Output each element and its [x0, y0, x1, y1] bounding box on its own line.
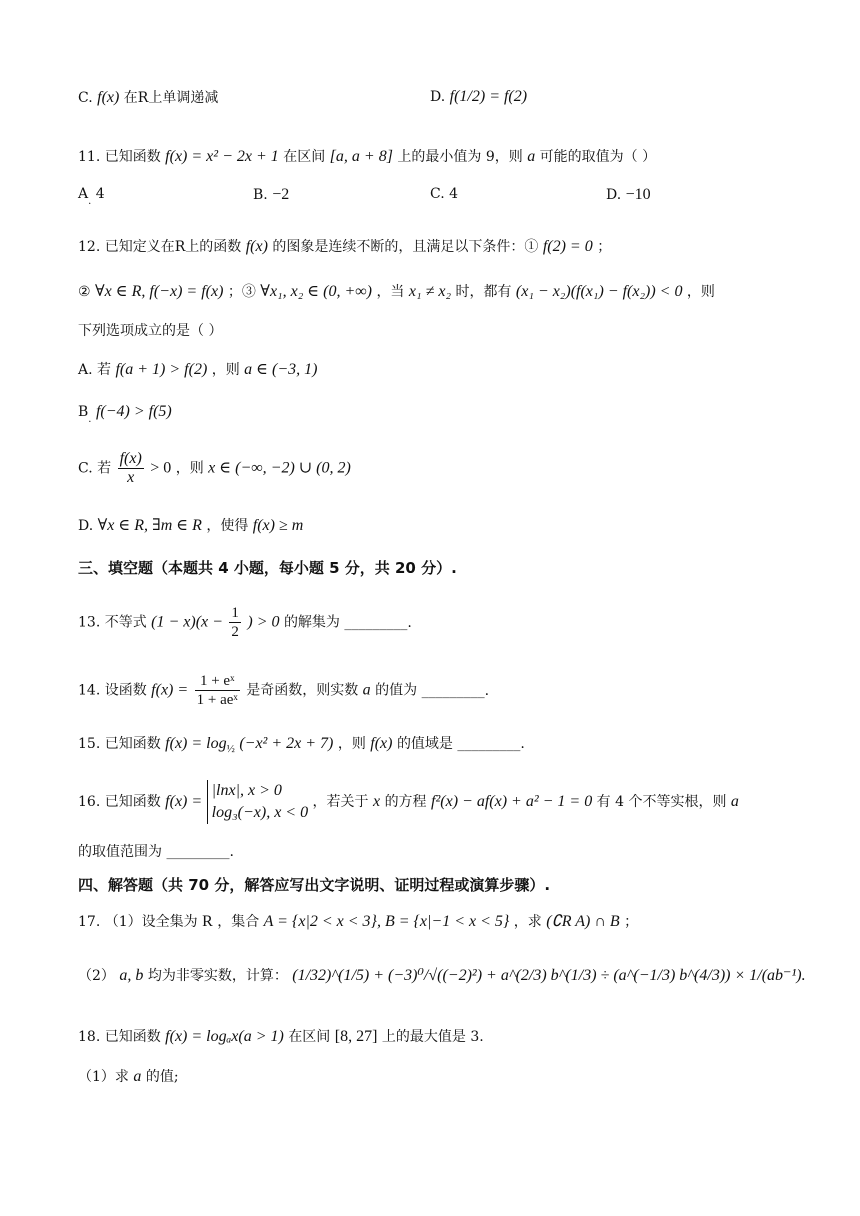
q18-part1: （1）求 a 的值; — [78, 1068, 179, 1085]
math-expression: a ∈ (−3, 1) — [244, 361, 318, 378]
q17-part1: 17. （1）设全集为 R ，集合 A = {x|2 < x < 3}, B = {x|−1 < x < 5} ，求 (∁R A) ∩ B ； — [78, 913, 639, 930]
q16-stem-line2: 的取值范围为 _________. — [78, 844, 234, 860]
math-expression: f(a + 1) > f(2) — [115, 361, 208, 378]
q12-stem-line3: 下列选项成立的是（ ） — [78, 323, 223, 339]
math-expression: f(2) = 0 — [542, 238, 593, 255]
math-variable: a, b — [119, 967, 144, 984]
answer-blank: _________. — [421, 682, 490, 699]
math-expression: (1 − x)(x − — [151, 613, 223, 631]
math-expression: x₁ ≠ x₂ — [408, 283, 451, 300]
math-expression: A = {x|2 < x < 3}, B = {x|−1 < x < 5} — [263, 913, 510, 930]
math-variable: a — [133, 1068, 142, 1085]
q12-option-d: D. ∀x ∈ R, ∃m ∈ R ，使得 f(x) ≥ m — [78, 517, 304, 534]
fraction: $\frac{\text{1 + eˣ}}{\text{1 + aeˣ}}$ — [196, 673, 238, 708]
answer-blank: _________. — [344, 614, 412, 631]
math-expression: f(x) — [370, 735, 393, 752]
q12-stem-line1: 12. 已知定义在R上的函数 f(x) 的图象是连续不断的，且满足以下条件：① f(2) = 0 ； — [78, 238, 612, 255]
math-expression: f(x) — [97, 89, 120, 106]
math-expression: ) > 0 — [247, 613, 280, 631]
q11-stem: 11. 已知函数 f(x) = x² − 2x + 1 在区间 [a, a + 8] 上的最小值为 9，则 a 可能的取值为（ ） — [78, 148, 657, 165]
math-variable: x — [373, 793, 381, 810]
q18-stem: 18. 已知函数 f(x) = logₐx(a > 1) 在区间 [8, 27] 上的最大值是 3. — [78, 1028, 484, 1045]
section-4-heading: 四、解答题（共 70 分，解答应写出文字说明、证明过程或演算步骤）. — [78, 876, 551, 894]
math-expression: f(−4) > f(5) — [95, 403, 172, 420]
answer-blank: _________. — [166, 844, 234, 860]
piecewise-cases: |lnx|, x > 0 log₃(−x), x < 0 — [207, 780, 308, 824]
math-variable: a — [730, 793, 739, 810]
fraction: $\frac{f(x)}{x}$ — [119, 450, 142, 486]
math-expression: f(x) = — [165, 793, 203, 810]
fraction: $\frac{1}{2}$ — [231, 605, 239, 640]
q11-option-d: D. −10 — [606, 186, 651, 203]
math-expression: [a, a + 8] — [329, 148, 393, 165]
math-expression: ∀x₁, x₂ ∈ (0, +∞) — [260, 283, 372, 300]
math-expression: f(x) ≥ m — [252, 517, 304, 534]
q12-stem-line2: ② ∀x ∈ R, f(−x) = f(x) ；③ ∀x₁, x₂ ∈ (0, +∞) ，当 x₁ ≠ x₂ 时，都有 (x₁ − x₂)(f(x₁) − f(x₂)) < 0 ，则 — [78, 283, 715, 300]
math-expression: x ∈ (−∞, −2) ∪ (0, 2) — [208, 459, 351, 477]
q16-stem: 16. 已知函数 f(x) = |lnx|, x > 0 log₃(−x), x < 0 ，若关于 x 的方程 f²(x) − af(x) + a² − 1 = 0 有 4 个不等实根，则 a — [78, 780, 739, 824]
section-3-heading: 三、填空题（本题共 4 小题，每小题 5 分，共 20 分）. — [78, 559, 457, 577]
math-expression: ∀x ∈ R, f(−x) = f(x) — [95, 283, 224, 300]
math-expression: f(x) = — [151, 681, 189, 699]
q11-option-a: $A_.$ 4 — [78, 186, 105, 207]
answer-blank: _________. — [457, 736, 525, 752]
math-expression: f(x) — [245, 238, 268, 255]
math-expression: f(x) = logₐx(a > 1) — [165, 1028, 284, 1045]
math-variable: a — [362, 681, 371, 699]
q12-option-b: $B_.$ f(−4) > f(5) — [78, 403, 172, 425]
math-expression: (1/32)^(1/5) + (−3)⁰/√((−2)²) + a^(2/3) b^(1/3) ÷ (a^(−1/3) b^(4/3)) × 1/(ab⁻¹). — [292, 967, 806, 984]
math-expression: f²(x) − af(x) + a² − 1 = 0 — [431, 793, 593, 810]
q12-option-a: A. 若 f(a + 1) > f(2) ，则 a ∈ (−3, 1) — [78, 361, 318, 378]
q10-option-c: C. f(x) 在R上单调递减 — [78, 89, 219, 106]
q11-option-b: B. −2 — [253, 186, 290, 203]
q12-option-c: C. 若 $\frac{f(x)}{x}$ > 0 ，则 x ∈ (−∞, −2) ∪ (0, 2) — [78, 450, 351, 486]
q13-stem: 13. 不等式 (1 − x)(x − $\frac{1}{2}$ ) > 0 的解集为 _________. — [78, 605, 412, 640]
q10-option-d: D. f(1/2) = f(2) — [430, 88, 528, 105]
q17-part2: （2） a, b 均为非零实数，计算： (1/32)^(1/5) + (−3)⁰/√((−2)²) + a^(2/3) b^(1/3) ÷ (a^(−1/3) b^(4/3)) × 1/(ab⁻¹). — [78, 967, 806, 984]
math-variable: a — [527, 148, 536, 165]
math-expression: ∀x ∈ R, ∃m ∈ R — [97, 517, 202, 534]
math-expression: (x₁ − x₂)(f(x₁) − f(x₂)) < 0 — [515, 283, 683, 300]
math-expression: (∁R A) ∩ B — [546, 913, 620, 930]
math-expression: f(1/2) = f(2) — [449, 88, 528, 105]
math-expression: f(x) = log — [165, 735, 227, 752]
q14-stem: 14. 设函数 f(x) = $\frac{\text{1 + eˣ}}{\text{1 + aeˣ}}$ 是奇函数，则实数 a 的值为 _________. — [78, 673, 490, 708]
math-expression: (−x² + 2x + 7) — [239, 735, 334, 752]
q11-option-c: C. 4 — [430, 186, 459, 202]
math-expression: f(x) = x² − 2x + 1 — [165, 148, 279, 165]
q15-stem: 15. 已知函数 $f(x) = \log_{\frac{1}{2}} (-x^2 + 2x + 7)$ ，则 f(x) 的值域是 _________. — [78, 735, 525, 755]
math-expression: [8, 27] — [334, 1028, 378, 1045]
